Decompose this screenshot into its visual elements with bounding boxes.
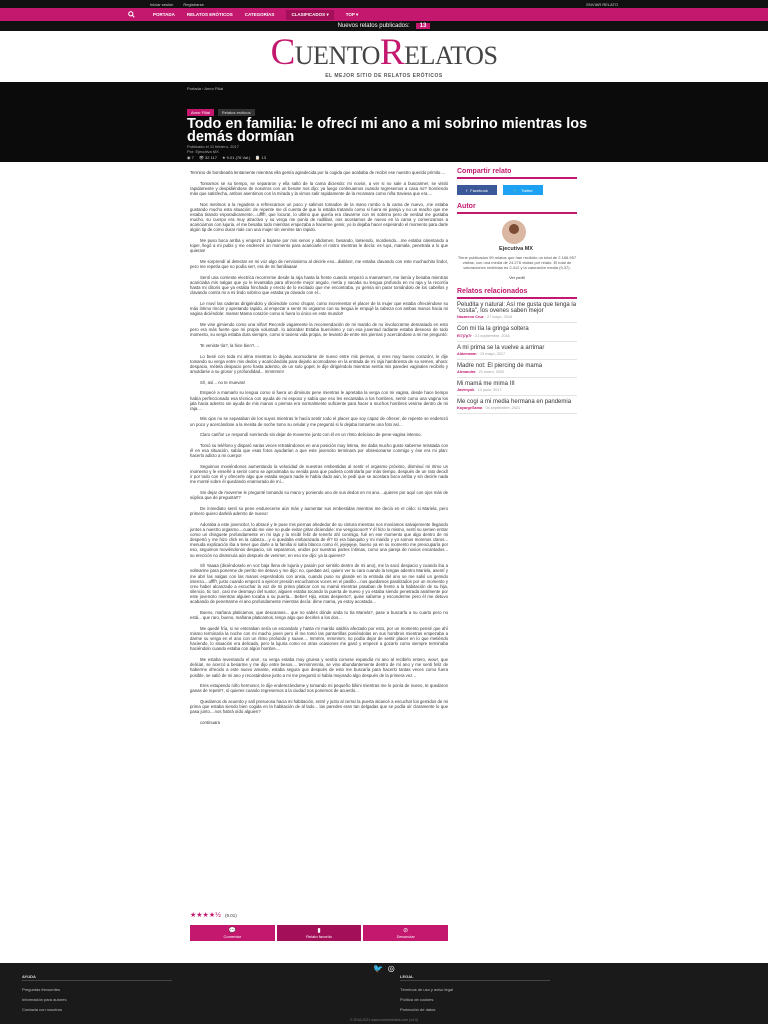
story-paragraph: Sí! Yaaaa (diciéndoselo en voz baja llena de lujuria y pasión por sentirlo dentro de mi ano), me la sacó despacio y cuando iba a voltearme para ponerme de perrito me detuvo y me dijo: no, quedate así, quiero ver tu cara cuando la tengas adentro Mariela, asentí y me abrí las nalgas con las manos esperándolo con ansia, cuando puso su glande en la entrada del ano se me salió un gemido intenso....uffff!, justo cuando empezó a ejercer presión escuchamos voces en el pasillo....nos quedamos paralizados por un momento y creo haber alcanzado a escuchar la voz de mi prima platicar con su mamá mientras pasaban de frente a la habitación de su hija, silencio, tic toc!, casi me desmayo del susto!, alguien estaba tocando la puerta de nuevo y yo estaba siendo penetrada analmente por este jovencito mientras alguien tocaba a su puerta... Bebe!! Hijo, estas despierto?, quise safarme y esconderme pero él me detuvo acabando de penetrarme el ano profundamente mientras decía: dime mama, ya estoy acostado... <box>190 563 448 605</box>
story-paragraph: Me puso boca arriba y empezó a bajarse por mis senos y abdomen, besando, lamiendo, mordiendo....me estaba calentando a tope!, llegó a mi pubis y me enderezé un momento para acariciarle el rostro mientras le decía: es tuya, mamala, penetrala a lo que quieras! <box>190 238 448 254</box>
related-date: 14 junio, 2017 <box>477 388 502 393</box>
favorites-count: 📋 13 <box>255 155 266 160</box>
related-meta: Javimyuk · 14 junio, 2017 <box>457 388 502 393</box>
footer-link-cookies[interactable]: Política de cookies <box>400 997 434 1002</box>
nav-erotic-stories[interactable]: RELATOS ERÓTICOS <box>186 12 233 17</box>
story-paragraph: Me sorprendí al detectar en mi voz algo de nerviosismo al decirle eso...diablos!, me estaba clavando con este muchachito lindo!, pero me repetía que no podía ser!, era de mi familiaaaa! <box>190 259 448 270</box>
related-meta: El7j7p7r · 21 septiembre, 2016 <box>457 333 510 338</box>
author-description: Tiene publicados 99 relatos que han recibido un total de 2.166.957 visitas, con una media de 24.276 visitas por relato. El total de valoraciones recibidas es 2.412 y la valoración media (9,37). <box>457 255 577 270</box>
twitter-icon: 🐦 <box>513 187 519 193</box>
related-title[interactable]: A mi prima se la vuelve a arrimar <box>457 344 545 351</box>
nav-top[interactable]: TOP ▾ <box>345 11 359 17</box>
site-logo[interactable]: CUENTORELATOS EL MEJOR SITIO DE RELATOS ERÓTICOS <box>270 31 498 79</box>
view-profile-link[interactable]: Ver perfil <box>509 275 525 280</box>
rating-summary: ★ 9.01 (76 Val.) <box>221 155 251 160</box>
related-date: 04 septiembre, 2021 <box>485 406 521 411</box>
nav-home[interactable]: PORTADA <box>153 12 175 17</box>
top-bar <box>0 0 768 8</box>
author-byline[interactable]: Por: Ejecutiva MX <box>187 149 219 154</box>
copyright: © 2016-2021 www.cuentorelatos.com (v4.0) <box>349 1018 419 1022</box>
story-paragraph: Empecé a mamarlo su lengua como si fuera un diminuto pene mientras le apretaba la verga con mi vagina, desde hace tiempo había perfeccionado esa técnica con ayuda de mi esposo y sabía que eso les encantaba a los hombres, sentir como una vagina los jala hacia adentro sin ayuda de mis manos o piernas era normalmente suficiente para hacer a muchos hombres venirse dentro de mi raja.... <box>190 390 448 411</box>
report-icon: ⊘ <box>403 927 409 934</box>
related-meta: Nazareno Cruz · 27 mayo, 2016 <box>457 315 513 320</box>
comments-count: ◉ 7 <box>187 155 194 160</box>
story-paragraph: Me quedé fría, si se enteraban sería un escandalo y hasta mi marido saldría afectado por esto, por un momento pensé que ahí mismo terminaría la noche con mi macho joven pero él me tomó las pantorrillas poniéndolas en sus hombros mientras empezaba a darme su verga en el ano con un ritmo profundo y suave.... mmmm, mmmmm, no podía dejar de sentir placer en lo que metiéndo haciendo, lo situación era delicada, pero la lujuria como en otras ocasiones me ganó y empecé a gozarlo como siempre terminaba haciéndolo cuando estaba con algún hombre.... <box>190 625 448 652</box>
type-tag[interactable]: Relatos eróticos <box>218 109 255 116</box>
rating-value: (9.01) <box>224 912 237 918</box>
instagram-icon[interactable]: ◎ <box>387 964 395 973</box>
rating-stars[interactable]: ★★★★½ <box>190 912 221 919</box>
site-tagline: EL MEJOR SITIO DE RELATOS ERÓTICOS <box>325 72 443 79</box>
related-title[interactable]: Me cogí a mi media hermana en pandemia <box>457 399 572 406</box>
story-paragraph: Sí!, así... no te muevas! <box>200 379 246 385</box>
story-paragraph: Quedamos de acuerdo y salí presurosa hacia mi habitación, entré y justo al cerrar la puerta alcancé a escuchar los gemidos de mi prima que estaba siendo bien cogida en la habitación de al lado... las paredes eran tan delgadas que se podía oír claramente lo que pasa junto....nos habrá oído alguien? <box>190 699 448 715</box>
story-paragraph: Sentí una corriente electrica recorrerme desde la raja hasta la frente cuando empezó a mamarme!!, me lamía y besaba mientras acariciaba mis nalgas que yo le levantaba para ofrecerle mejor angulo, metía y sacaba su lengua profundo en mi raja y la recorría hasta mi clitoris que ya estaba hinchado y erecto de lo excitado que me encontraba, yo gemía sin parar tomándolo de los cabellos y clavando contra mi a mi lindo sobrino que estaba ya clavado con el... <box>190 274 448 296</box>
share-title: Compartir relato <box>457 168 577 179</box>
related-item[interactable] <box>457 323 577 341</box>
author-title: Autor <box>457 203 577 214</box>
story-paragraph: Nos metimos a la regadera a refrescarnos un poco y salimos tomados de la mano rumbo a la cama de nuevo, ,me estaba gustando mucho esta situación: de repente me di cuenta de que lo estaba tratando como si fuera mi pareja y no un macho que me estaba tirando esporadicamente....uffff!, que locura!, lo ultimo que quería era clavarme con mi sobrino pero de verdad me gustaba mucho, su cuerpo era muy atractivo y su verga me ponía de rodillas!, nos acostamos de nuevo en la cama y comenzamos a acariciarnos con lujuria, el me besaba todo mientras empezaba a hacerme gemir, yo lo dejaba hacer esperando el momento para darle algún tip de como durar más con una mujer sin venirse tan rapido. <box>190 201 448 233</box>
story-paragraph: Bueno, mañana platicamos, que descanses... que no sabés dónde anda tu tía Mariela?, pase a buscarla a su cuarto pero no está... que raro, bueno, mañana platicamos, tengo algo que decirles a los dos... <box>190 610 448 621</box>
story-paragraph: Sin dejar de moverme le pregunté tomando su mano y poniendo uno de sus dedos en mi ano....quieres por aquí con ojos más de súplica que de pregunta!!? <box>190 490 448 501</box>
story-paragraph: Termino de bombearla lentamente mientras ella gemía agradecida por la cogida que acababa de recibir ese nuestro querido primito.... <box>190 170 446 175</box>
nav-classifieds[interactable]: CLASIFICADOS ▾ <box>286 10 333 20</box>
category-tag[interactable]: Amor Filial <box>187 109 214 116</box>
related-author[interactable]: KayargeSama <box>457 406 483 411</box>
related-item[interactable] <box>457 378 577 396</box>
story-stats <box>187 155 266 160</box>
related-widget <box>457 288 577 414</box>
story-paragraph: Te veniste tía?, la hice bien?.... <box>200 342 259 348</box>
story-paragraph: De inmediato sentí su pene endurecerse aún más y aumentar sus embestidas mientras me decía en el oído: si Mariela, pero primero quiero darlelá adentro de nuevo! <box>190 505 448 516</box>
new-stories-count[interactable]: 13 <box>416 23 431 29</box>
story-paragraph: Le moví las caderas dirigiéndolo y diciéndole como chupar, como incrementar el placer de la mujer que estaba ofreciéndose su más íntimo rincón y apretando rapido, al empezar a sentir mi orgasmo con su lengua le empujé la cabeza con ambas manos hacia mi vagina diciéndole: mama! Mama corazón como si fuera lo único en este mundo!! <box>190 300 448 317</box>
avatar[interactable] <box>502 220 526 244</box>
related-item[interactable] <box>457 342 577 360</box>
related-date: 21 septiembre, 2016 <box>475 333 510 338</box>
related-title[interactable]: Mi mamá me mima III <box>457 381 515 388</box>
rating[interactable] <box>190 911 237 919</box>
send-story-link[interactable]: ENVIAR RELATO <box>586 1 618 7</box>
related-title[interactable]: Con mi tía la gringa soltera <box>457 326 529 333</box>
related-meta: KayargeSama · 04 septiembre, 2021 <box>457 406 521 411</box>
twitter-icon[interactable]: 🐦 <box>373 964 384 973</box>
story-paragraph: Me estaba reventando el ano!, su verga estaba muy gruesa y sentía comose expandía mi ano al recibirlo entero, wow!, que delicia!, se acercó a besarme y me dijo entre besos.... tenninnnnnía, se vino abundantemente dentro de mí ano y me sentí feliz de haberme ofrecido a este nuevo amante, estaba segura que después de esto me buscaría para hacerlo tantas veces como fuera posible, se salió de mi ano y recostándose junto a mi me preguntó si había mejorado algo después de la primera vez... <box>190 657 448 678</box>
story-paragraph: Seguimos moviéndonos aumentando la velocidad de nuestras embestidas al sentir el orgasmo próximo, disminuí mi ritmo un momento y le enseñé a sentir como se aproximaba su venida para que pudiera controlarla por más tiempo, después de un rato decidí ir por todo con él y ofrecerle algo que estaba segura nadie le había dado aún, le pedí que se acostara boca arriba y sin decirle nada me monté sobre él quedando enamorado de mí... <box>190 463 448 485</box>
author-name[interactable]: Ejecutiva MX <box>499 246 533 252</box>
new-stories-bar <box>0 21 768 31</box>
footer-link-privacy[interactable]: Protección de datos <box>400 1007 436 1012</box>
story-paragraph: Eres estupendo niño hermoso!, le dije enderezándome y tomando mi pequeño bikini mientras me lo ponía de nuevo, te quedaron ganas de repetir?, sí quieres cuando regresemos a la ciudad nos ponemos de acuerdo... <box>190 683 448 694</box>
story-paragraph: Me vine gimiendo como una niña!! Recordé vagamente la recomendación de mi marido de no involucrarme demasiado en esto pero era más fuerte que mi propia voluntad!, lo adoraba! Estaba buenísimo y con esa juventud radiante estaba deseoso de todo momento, su verga estaba dura siempre, como si tuviera vida propia, se levantó de entre mis piernas y acercándose a mi me preguntó: <box>190 321 448 338</box>
related-title[interactable]: Peludita y natural: Así me gusta que tenga la "cosita", los ovenes saben mejor <box>457 302 577 315</box>
related-item[interactable] <box>457 360 577 378</box>
twitter-share-button[interactable]: 🐦 Twitter <box>503 185 543 195</box>
story-title: Todo en familia: le ofrecí mi ano a mi sobrino mientras los demás dormían <box>187 116 588 145</box>
author-widget <box>457 203 577 280</box>
main-nav <box>0 8 768 21</box>
views-count: 👁 32 117 <box>198 155 217 160</box>
footer-link-faq[interactable]: Preguntas frecuentes <box>22 987 61 992</box>
related-item[interactable] <box>457 396 577 414</box>
favorite-button[interactable]: ▮ Relato favorito <box>277 925 362 941</box>
publish-date: Publicado el 11 febrero, 2017 <box>187 144 239 149</box>
story-paragraph: continuara <box>200 720 221 725</box>
story-body <box>190 170 448 731</box>
related-date: 21 enero, 2020 <box>478 370 505 375</box>
related-meta: Aldemaran · 13 mayo, 2017 <box>457 351 506 356</box>
related-author[interactable]: Nazareno Cruz <box>457 315 484 320</box>
breadcrumb[interactable]: Portada › Amor Filial <box>187 86 224 91</box>
story-actions <box>190 925 448 941</box>
search-icon[interactable] <box>125 9 137 21</box>
story-paragraph: Lo besé con toda mi alma mientras lo dejaba acomodarse de nuevo entre mis piernas, si eres muy bueno corazón!, le dije tomando su verga entre mis dedos y acariciándola para dejarlo acomodarse en la entrada de mi raja hambrienta de su semen, ahora: despacio, métela despacio pero hasta adentro, de un solo gopel, le dije dirigiéndolo mientras sentía mis paredes vaginales recibirlo y amoldarse a su grosor y profundidad... mmmmm! <box>190 353 448 375</box>
related-author[interactable]: Javimyuk <box>457 388 475 393</box>
facebook-icon: f <box>466 187 468 193</box>
help-heading: AYUDA <box>22 974 172 981</box>
story-header <box>0 82 768 162</box>
related-author[interactable]: El7j7p7r <box>457 333 472 338</box>
register-link[interactable]: Registrarse <box>183 1 204 7</box>
related-author[interactable]: Alexandra <box>457 370 476 375</box>
site-footer <box>0 963 768 1024</box>
facebook-share-button[interactable]: f Facebook <box>457 185 497 195</box>
story-paragraph: Tomamos se su tiempo, se separaron y ella saltó de la cama diciendo: mi novio!, a ver si no sale a buscarme!, se vistió rapidamente y despidiéndose de nosotros con un besote nos dijo: ya luego continuamos cuando regresemos a casa no? Sonriendo más que satisfecha, ambos asentimos con la mirada y la vimos salir rapidamente de la recamara como niña traviesa que era.... <box>190 180 448 196</box>
related-title: Relatos relacionados <box>457 288 577 299</box>
nav-categories[interactable]: CATEGORÍAS <box>244 12 275 17</box>
related-meta: Alexandra · 21 enero, 2020 <box>457 370 505 375</box>
comment-icon: 💬 <box>228 927 237 934</box>
comment-button[interactable]: 💬 Comentar <box>190 925 275 941</box>
related-date: 13 mayo, 2017 <box>480 351 506 356</box>
footer-link-contact[interactable]: Contacta con nosotros <box>22 1007 63 1012</box>
related-date: 27 mayo, 2016 <box>486 315 513 320</box>
footer-link-authors[interactable]: Información para autores <box>22 997 67 1002</box>
related-item[interactable] <box>457 299 577 323</box>
related-title[interactable]: Madre not: El piercing de mama <box>457 362 543 369</box>
legal-heading: LEGAL <box>400 974 550 981</box>
story-paragraph: Tomó su teléfono y disparó varias veces retratándonos en una posición muy íntima, me daba mucho gusto saberme retratada con él en esa situación, sabía que esas fotos ayudarían a que este jovencito terminara por obsesionarse conmigo y ése era mi plan: hacerlo adicto a mi cuerpo! <box>190 442 448 459</box>
footer-link-terms[interactable]: Términos de uso y aviso legal <box>400 987 453 992</box>
related-author[interactable]: Aldemaran <box>457 351 477 356</box>
report-button[interactable]: ⊘ Denunciar <box>363 925 448 941</box>
share-widget <box>457 168 577 195</box>
login-link[interactable]: Iniciar sesión <box>150 1 174 7</box>
new-stories-label: Nuevos relatos publicados: <box>337 23 410 29</box>
story-paragraph: Adoraba a este jovencito!, lo abracé y le puse mis piernas alrededor de su cintura mientras nos movíamos salvajemente llegando juntos a nuestro orgasmo....cuando me vine no pude evitar gritar diciendole: me vengooooo!!! Y él hizo lo mismo, sentí su semen entrar como un chisguete profundamente en mi raja y la recibí feliz de tenerlo ahí conmigo, fué en ese momento que algo dentro de mi despertó y me hizo click en la cabeza....y si quedaba embarazada de él? Ei era bianquito y mi marido y yo somos morenos claros... menuda explicación iba a tener que darle a la familia si salía blanco como él, jejejejeje, bueno ya en su momento me preocuparía por eso, seguimos moviéndonos despacio, sin separarnos, unidos por nuestras partes íntimas, como una pareja de novios encantados... su erección no disminuía aún después de venirse!, en eso me dijo: ya la quieres? <box>190 521 448 558</box>
bookmark-icon: ▮ <box>317 927 321 934</box>
story-paragraph: Claro cariño! Le respondí sonriendo sin dejar de moverme junto con él en un ritmo delicioso de pene-vagina intenso. <box>200 432 422 438</box>
story-paragraph: Mis ojos no se separaban de los suyos mientras le hacía sentir todo el placer que soy capaz de ofrecer, de repente se enderezó un poco y acercándose a la mesita de noche tomo su celular y me preguntó si lo dejaba tomarme una foto así... <box>190 416 448 427</box>
